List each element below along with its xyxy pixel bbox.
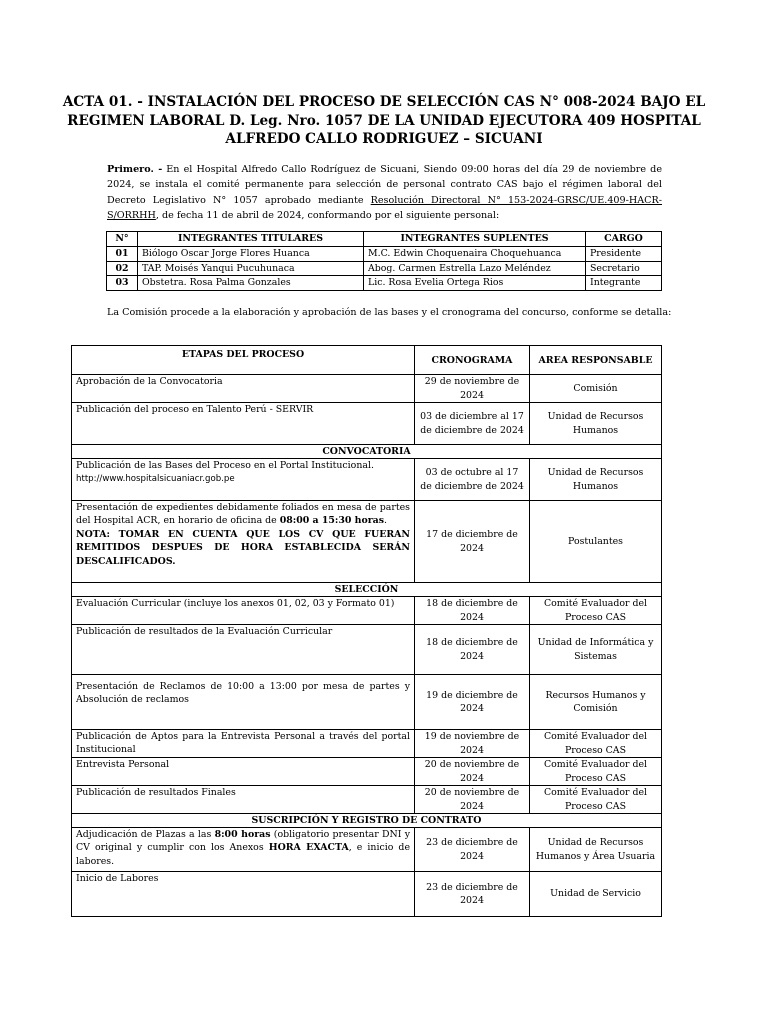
committee-cargo: Secretario [586,261,662,276]
committee-suplente: Lic. Rosa Evelia Ortega Rios [364,276,586,291]
date-cell: 18 de diciembre de 2024 [415,597,530,625]
stage-cell [72,459,415,501]
area-cell: Unidad de Recursos Humanos [530,459,662,501]
committee-titular: TAP. Moisés Yanqui Pucuhunaca [138,261,364,276]
portal-url: http://www.hospitalsicuaniacr.gob.pe [76,474,235,485]
title-line-3: ALFREDO CALLO RODRIGUEZ – SICUANI [225,131,543,147]
stage-cell: Evaluación Curricular (incluye los anexos 01, 02, 03 y Formato 01) [72,597,415,625]
area-cell: Recursos Humanos y Comisión [530,675,662,730]
commission-text: La Comisión procede a la elaboración y aprobación de las bases y el cronograma del concurso, conforme se detalla: [107,307,672,318]
committee-titular: Biólogo Oscar Jorge Flores Huanca [138,246,364,261]
date-cell: 23 de diciembre de 2024 [415,828,530,872]
committee-cargo: Presidente [586,246,662,261]
area-cell: Comité Evaluador del Proceso CAS [530,758,662,786]
area-cell: Comisión [530,375,662,403]
date-cell: 03 de diciembre al 17 de diciembre de 2024 [415,403,530,445]
schedule-header-date: CRONOGRAMA [415,346,530,375]
committee-row [107,276,662,291]
schedule-header-row [72,346,662,375]
schedule-row [72,501,662,583]
stage-cell: Publicación del proceso en Talento Perú - SERVIR [72,403,415,445]
date-cell: 19 de noviembre de 2024 [415,730,530,758]
stage-cell: Presentación de Reclamos de 10:00 a 13:00 por mesa de partes y Absolución de reclamos [72,675,415,730]
schedule-row [72,786,662,814]
stage-cell [72,501,415,583]
stage-cell: Entrevista Personal [72,758,415,786]
area-cell: Unidad de Informática y Sistemas [530,625,662,675]
area-cell: Unidad de Recursos Humanos [530,403,662,445]
stage-cell: Publicación de resultados de la Evaluación Curricular [72,625,415,675]
schedule-row [72,375,662,403]
committee-header-row [107,232,662,247]
resolution-reference: Resolución Directoral N° 153-2024-GRSC/UE.409-HACR-S/ORRHH [107,194,662,222]
intro-text-before: En el Hospital Alfredo Callo Rodríguez de Sicuani, Siendo 09:00 horas del día 29 de noviembre de 2024, se instala el comité permanente para selección de personal contrato CAS bajo el régimen laboral del Decreto Legislativo N° 1057 aprobado mediante [107,164,663,206]
area-cell: Comité Evaluador del Proceso CAS [530,730,662,758]
committee-row [107,261,662,276]
stage-cell: Aprobación de la Convocatoria [72,375,415,403]
schedule-row [72,872,662,917]
committee-row [107,246,662,261]
committee-number: 01 [107,246,138,261]
stage-cell: Inicio de Labores [72,872,415,917]
title-line-1: ACTA 01. - INSTALACIÓN DEL PROCESO DE SELECCIÓN CAS N° 008-2024 BAJO EL [62,94,706,110]
schedule-row [72,403,662,445]
committee-cargo: Integrante [586,276,662,291]
schedule-table [71,345,662,917]
committee-header-number: N° [107,232,138,247]
committee-number: 03 [107,276,138,291]
intro-text-after: , de fecha 11 de abril de 2024, conformando por el siguiente personal: [155,210,500,222]
date-cell: 17 de diciembre de 2024 [415,501,530,583]
committee-suplente: Abog. Carmen Estrella Lazo Meléndez [364,261,586,276]
schedule-header-area: AREA RESPONSABLE [530,346,662,375]
exact-hour: HORA EXACTA [268,842,349,854]
schedule-row [72,758,662,786]
schedule-row [72,625,662,675]
date-cell: 19 de diciembre de 2024 [415,675,530,730]
office-hours: 08:00 a 15:30 horas [279,515,385,527]
committee-number: 02 [107,261,138,276]
area-cell: Unidad de Servicio [530,872,662,917]
schedule-row [72,675,662,730]
area-cell: Comité Evaluador del Proceso CAS [530,597,662,625]
section-seleccion: SELECCIÓN [72,583,662,597]
area-cell: Unidad de Recursos Humanos y Área Usuaria [530,828,662,872]
intro-paragraph [107,162,662,224]
schedule-row [72,597,662,625]
stage-cell [72,828,415,872]
section-row [72,445,662,459]
document-title [60,93,708,149]
committee-suplente: M.C. Edwin Choquenaira Choquehuanca [364,246,586,261]
stage-text-end: . [384,515,388,527]
date-cell: 29 de noviembre de 2024 [415,375,530,403]
schedule-row [72,828,662,872]
committee-table [106,231,662,291]
section-convocatoria: CONVOCATORIA [72,445,662,459]
stage-cell: Publicación de resultados Finales [72,786,415,814]
stage-note: NOTA: TOMAR EN CUENTA QUE LOS CV QUE FUERAN REMITIDOS DESPUES DE HORA ESTABLECIDA SERÁN DESCALIFICADOS. [76,528,410,567]
stage-text: Adjudicación de Plazas a las [76,829,215,840]
date-cell: 20 de noviembre de 2024 [415,786,530,814]
committee-header-titulares: INTEGRANTES TITULARES [138,232,364,247]
stage-text: Presentación de expedientes debidamente foliados en mesa de partes del Hospital ACR, en horario de oficina de [76,502,410,527]
area-cell: Comité Evaluador del Proceso CAS [530,786,662,814]
committee-header-suplentes: INTEGRANTES SUPLENTES [364,232,586,247]
date-cell: 20 de noviembre de 2024 [415,758,530,786]
area-cell: Postulantes [530,501,662,583]
date-cell: 18 de diciembre de 2024 [415,625,530,675]
intro-lead: Primero. - [107,164,163,175]
section-row [72,583,662,597]
date-cell: 23 de diciembre de 2024 [415,872,530,917]
schedule-row [72,730,662,758]
stage-cell: Publicación de Aptos para la Entrevista Personal a través del portal Institucional [72,730,415,758]
date-cell: 03 de octubre al 17 de diciembre de 2024 [415,459,530,501]
adjudication-hour: 8:00 horas [214,829,271,840]
section-contrato: SUSCRIPCIÓN Y REGISTRO DE CONTRATO [72,814,662,828]
committee-header-cargo: CARGO [586,232,662,247]
section-row [72,814,662,828]
stage-text-end: , e inicio de labores. [76,842,410,867]
schedule-row [72,459,662,501]
stage-text: Publicación de las Bases del Proceso en el Portal Institucional. [76,460,374,471]
committee-titular: Obstetra. Rosa Palma Gonzales [138,276,364,291]
stage-text-middle: (obligatorio presentar DNI y CV original y cumplir con los Anexos [76,829,410,854]
schedule-header-stage: ETAPAS DEL PROCESO [72,346,415,375]
title-line-2: REGIMEN LABORAL D. Leg. Nro. 1057 DE LA UNIDAD EJECUTORA 409 HOSPITAL [67,112,701,129]
